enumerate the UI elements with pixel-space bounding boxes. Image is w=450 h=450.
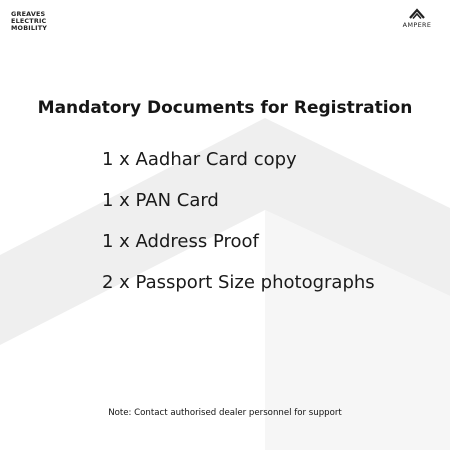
ampere-chevron-icon xyxy=(408,6,426,20)
document-item: 2 x Passport Size photographs xyxy=(102,272,375,293)
brand-line: MOBILITY xyxy=(11,24,48,32)
ampere-logo xyxy=(397,6,437,29)
brand-line: GREAVES xyxy=(11,10,46,18)
document-item: 1 x PAN Card xyxy=(102,190,219,211)
ampere-brand-name: AMPERE xyxy=(402,21,432,29)
page-title: Mandatory Documents for Registration xyxy=(37,98,413,118)
document-item: 1 x Aadhar Card copy xyxy=(102,149,297,170)
support-note: Note: Contact authorised dealer personnel for support xyxy=(108,408,342,418)
brand-line: ELECTRIC xyxy=(11,17,47,25)
document-item: 1 x Address Proof xyxy=(102,231,259,252)
documents-list xyxy=(102,148,375,312)
greaves-electric-mobility-logo xyxy=(11,11,47,32)
